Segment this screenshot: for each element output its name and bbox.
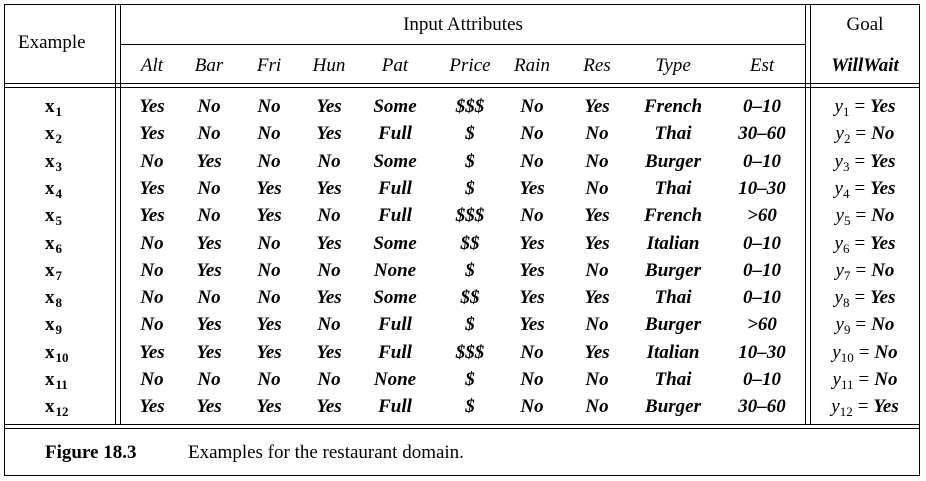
cell-type: French bbox=[643, 205, 703, 227]
cell-bar: Yes bbox=[196, 232, 222, 254]
cell-alt: Yes bbox=[139, 96, 165, 117]
cell-type: Burger bbox=[645, 259, 701, 281]
cell-pat: Some bbox=[373, 96, 417, 117]
cell-res: Yes bbox=[584, 96, 610, 117]
cell-alt: Yes bbox=[139, 177, 165, 199]
cell-type: Thai bbox=[654, 177, 692, 199]
goal-column-header: WillWait bbox=[831, 55, 899, 76]
goal-value: $y_2 = No$ bbox=[835, 123, 895, 147]
example-id: $x_2$ bbox=[45, 123, 62, 147]
cell-alt: Yes bbox=[139, 123, 165, 145]
column-header-type: Type bbox=[655, 55, 691, 76]
cell-res: No bbox=[585, 177, 609, 199]
cell-est: 0–10 bbox=[743, 259, 781, 281]
column-header-hun: Hun bbox=[312, 55, 346, 76]
table-divider bbox=[115, 5, 116, 424]
column-header-fri: Fri bbox=[256, 55, 282, 76]
cell-pat: Some bbox=[373, 232, 417, 254]
cell-alt: Yes bbox=[139, 396, 165, 418]
example-id: $x_9$ bbox=[45, 314, 62, 338]
example-id: $x_{12}$ bbox=[45, 396, 69, 420]
cell-rain: No bbox=[520, 205, 544, 227]
cell-hun: Yes bbox=[316, 396, 342, 418]
cell-est: 0–10 bbox=[743, 287, 781, 309]
cell-pat: Full bbox=[378, 123, 412, 145]
cell-pat: Full bbox=[378, 314, 412, 336]
example-id: $x_6$ bbox=[45, 232, 62, 256]
table-divider bbox=[805, 5, 806, 424]
figure-caption: Examples for the restaurant domain. bbox=[188, 442, 464, 463]
cell-alt: No bbox=[140, 232, 164, 254]
cell-price: $ bbox=[465, 369, 475, 390]
cell-res: Yes bbox=[584, 232, 610, 254]
cell-pat: Full bbox=[378, 341, 412, 363]
cell-res: Yes bbox=[584, 341, 610, 363]
goal-value: $y_5 = No$ bbox=[835, 205, 895, 229]
cell-pat: Full bbox=[378, 396, 412, 418]
cell-alt: Yes bbox=[139, 205, 165, 227]
figure-label: Figure 18.3 bbox=[45, 442, 137, 463]
goal-header: Goal bbox=[846, 14, 884, 35]
column-header-rain: Rain bbox=[514, 55, 550, 76]
header-rule bbox=[120, 44, 806, 45]
cell-type: Burger bbox=[645, 396, 701, 418]
cell-fri: Yes bbox=[256, 396, 282, 418]
cell-pat: None bbox=[373, 259, 417, 281]
cell-fri: No bbox=[257, 287, 281, 309]
cell-fri: Yes bbox=[256, 341, 282, 363]
cell-est: 0–10 bbox=[743, 232, 781, 254]
cell-rain: Yes bbox=[519, 287, 545, 309]
cell-type: Italian bbox=[646, 232, 700, 254]
cell-res: No bbox=[585, 150, 609, 172]
cell-bar: Yes bbox=[196, 259, 222, 281]
cell-bar: Yes bbox=[196, 396, 222, 418]
cell-pat: None bbox=[373, 369, 417, 390]
goal-value: $y_{12}$ = Yes bbox=[831, 396, 899, 420]
cell-hun: No bbox=[317, 314, 341, 336]
cell-type: Burger bbox=[645, 150, 701, 172]
example-id: $x_5$ bbox=[45, 205, 62, 229]
cell-pat: Full bbox=[378, 205, 412, 227]
cell-alt: Yes bbox=[139, 341, 165, 363]
cell-fri: No bbox=[257, 232, 281, 254]
cell-bar: No bbox=[197, 287, 221, 309]
cell-hun: No bbox=[317, 205, 341, 227]
table-bottom-rule bbox=[4, 428, 920, 429]
cell-hun: Yes bbox=[316, 177, 342, 199]
example-header: Example bbox=[18, 32, 86, 53]
cell-rain: No bbox=[520, 396, 544, 418]
cell-type: Italian bbox=[646, 341, 700, 363]
goal-value: $y_{10} = No$ bbox=[832, 341, 898, 365]
cell-rain: Yes bbox=[519, 314, 545, 336]
cell-est: 0–10 bbox=[743, 96, 781, 117]
cell-price: $$$ bbox=[455, 341, 485, 363]
example-id: $x_{10}$ bbox=[45, 341, 69, 365]
goal-value: $y_7 = No$ bbox=[835, 259, 895, 283]
column-header-alt: Alt bbox=[140, 55, 164, 76]
cell-price: $$ bbox=[460, 232, 480, 254]
cell-est: 30–60 bbox=[738, 123, 786, 145]
column-header-price: Price bbox=[449, 55, 491, 76]
goal-value: $y_3$ = Yes bbox=[834, 150, 896, 174]
cell-rain: No bbox=[520, 150, 544, 172]
cell-alt: No bbox=[140, 369, 164, 390]
goal-value: $y_6$ = Yes bbox=[834, 232, 896, 256]
cell-hun: Yes bbox=[316, 287, 342, 309]
cell-alt: No bbox=[140, 150, 164, 172]
cell-price: $ bbox=[465, 396, 475, 418]
cell-est: >60 bbox=[747, 205, 777, 227]
cell-bar: No bbox=[197, 123, 221, 145]
cell-hun: No bbox=[317, 259, 341, 281]
cell-bar: Yes bbox=[196, 341, 222, 363]
cell-rain: No bbox=[520, 123, 544, 145]
cell-price: $$$ bbox=[455, 96, 485, 117]
goal-value: $y_8$ = Yes bbox=[834, 287, 896, 311]
example-id: $x_7$ bbox=[45, 259, 62, 283]
cell-price: $ bbox=[465, 150, 475, 172]
cell-bar: Yes bbox=[196, 150, 222, 172]
cell-price: $$ bbox=[460, 287, 480, 309]
example-id: $x_1$ bbox=[45, 96, 62, 119]
goal-value: $y_9 = No$ bbox=[835, 314, 895, 338]
cell-hun: Yes bbox=[316, 96, 342, 117]
header-rule bbox=[4, 83, 920, 84]
goal-value: $y_{11} = No$ bbox=[832, 369, 898, 392]
cell-bar: No bbox=[197, 205, 221, 227]
cell-bar: No bbox=[197, 96, 221, 117]
example-id: $x_{11}$ bbox=[45, 369, 68, 392]
input-attributes-header: Input Attributes bbox=[403, 14, 523, 35]
goal-value: $y_4$ = Yes bbox=[834, 177, 896, 201]
cell-rain: Yes bbox=[519, 177, 545, 199]
cell-price: $ bbox=[465, 123, 475, 145]
cell-price: $ bbox=[465, 259, 475, 281]
cell-res: Yes bbox=[584, 205, 610, 227]
example-id: $x_4$ bbox=[45, 177, 62, 201]
cell-price: $ bbox=[465, 177, 475, 199]
cell-type: French bbox=[643, 96, 703, 117]
cell-pat: Some bbox=[373, 287, 417, 309]
cell-res: No bbox=[585, 314, 609, 336]
cell-est: >60 bbox=[747, 314, 777, 336]
column-header-bar: Bar bbox=[194, 55, 224, 76]
cell-bar: Yes bbox=[196, 314, 222, 336]
table-divider bbox=[810, 5, 811, 424]
cell-fri: No bbox=[257, 369, 281, 390]
cell-res: Yes bbox=[584, 287, 610, 309]
cell-alt: No bbox=[140, 287, 164, 309]
cell-pat: Full bbox=[378, 177, 412, 199]
cell-est: 10–30 bbox=[738, 341, 786, 363]
cell-res: No bbox=[585, 396, 609, 418]
cell-est: 10–30 bbox=[738, 177, 786, 199]
cell-hun: Yes bbox=[316, 341, 342, 363]
cell-hun: Yes bbox=[316, 232, 342, 254]
cell-pat: Some bbox=[373, 150, 417, 172]
cell-rain: No bbox=[520, 341, 544, 363]
cell-rain: No bbox=[520, 96, 544, 117]
table-divider bbox=[120, 5, 121, 424]
cell-bar: No bbox=[197, 369, 221, 390]
cell-rain: Yes bbox=[519, 259, 545, 281]
cell-rain: No bbox=[520, 369, 544, 390]
cell-est: 0–10 bbox=[743, 369, 781, 390]
cell-hun: Yes bbox=[316, 123, 342, 145]
cell-rain: Yes bbox=[519, 232, 545, 254]
goal-value: $y_1$ = Yes bbox=[834, 96, 896, 119]
cell-price: $$$ bbox=[455, 205, 485, 227]
cell-type: Burger bbox=[645, 314, 701, 336]
cell-price: $ bbox=[465, 314, 475, 336]
column-header-res: Res bbox=[583, 55, 611, 76]
cell-fri: Yes bbox=[256, 205, 282, 227]
cell-fri: No bbox=[257, 123, 281, 145]
cell-fri: Yes bbox=[256, 314, 282, 336]
cell-fri: No bbox=[257, 96, 281, 117]
cell-est: 0–10 bbox=[743, 150, 781, 172]
cell-bar: No bbox=[197, 177, 221, 199]
cell-res: No bbox=[585, 369, 609, 390]
example-id: $x_3$ bbox=[45, 150, 62, 174]
cell-type: Thai bbox=[654, 287, 692, 309]
cell-res: No bbox=[585, 259, 609, 281]
cell-type: Thai bbox=[654, 369, 692, 390]
cell-alt: No bbox=[140, 259, 164, 281]
table-bottom-rule bbox=[4, 424, 920, 425]
cell-type: Thai bbox=[654, 123, 692, 145]
cell-hun: No bbox=[317, 369, 341, 390]
example-id: $x_8$ bbox=[45, 287, 62, 311]
cell-res: No bbox=[585, 123, 609, 145]
header-rule bbox=[4, 87, 920, 88]
column-header-est: Est bbox=[749, 55, 775, 76]
cell-fri: No bbox=[257, 150, 281, 172]
cell-hun: No bbox=[317, 150, 341, 172]
cell-alt: No bbox=[140, 314, 164, 336]
column-header-pat: Pat bbox=[381, 55, 409, 76]
cell-fri: Yes bbox=[256, 177, 282, 199]
cell-fri: No bbox=[257, 259, 281, 281]
cell-est: 30–60 bbox=[738, 396, 786, 418]
